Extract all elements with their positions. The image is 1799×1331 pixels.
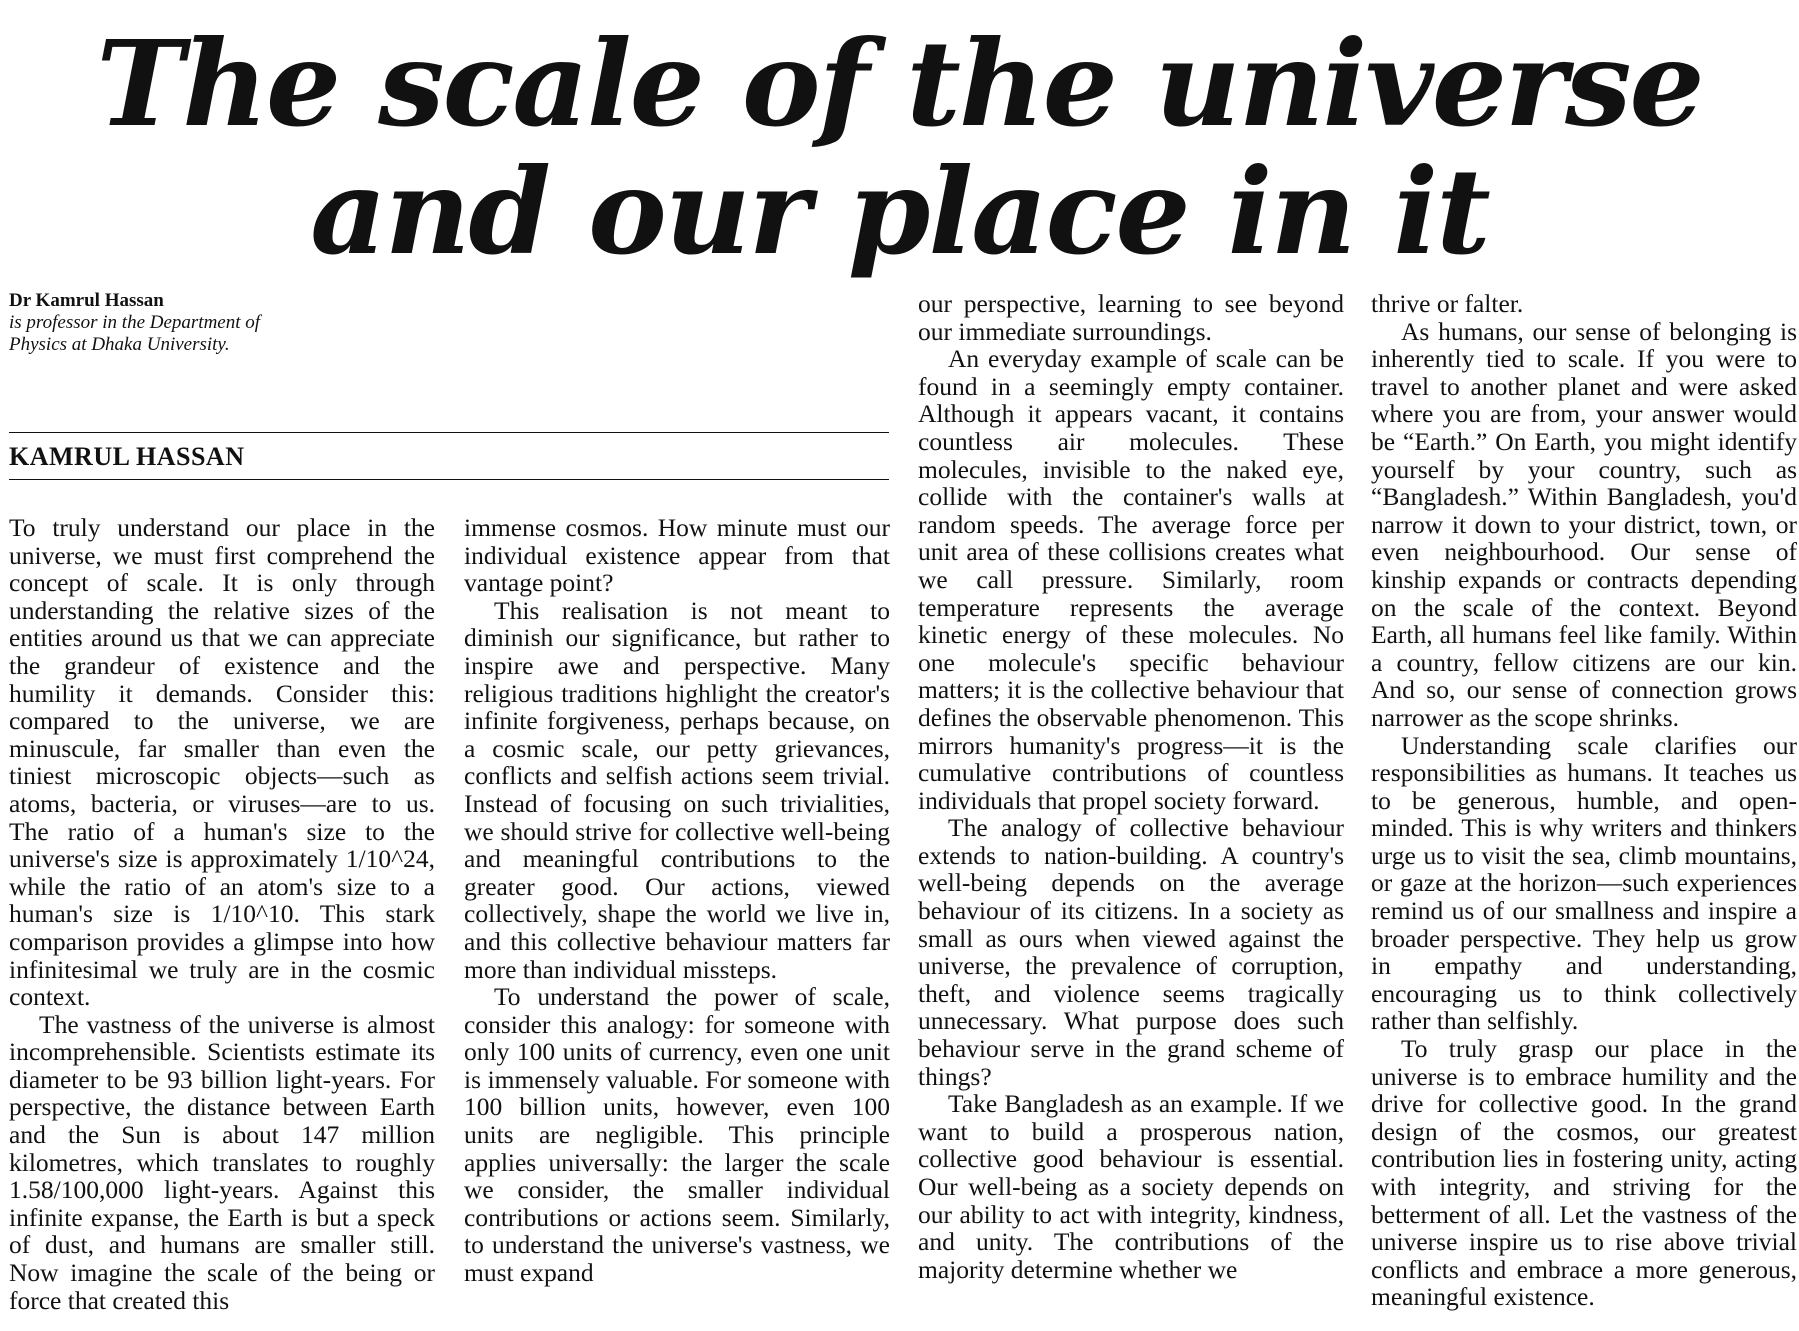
paragraph: immense cosmos. How minute must our individual existence appear from that vantage point? <box>464 513 890 598</box>
paragraph: To understand the power of scale, consider this analogy: for someone with only 100 units of currency, even one unit is immensely valuable. For someone with 100 billion units, however, even 100 units are negligible. This principle applies universally: the larger the scale we consider, the smaller individual contributions or actions seem. Similarly, to understand the universe's vastness, we must expand <box>464 982 890 1288</box>
byline: KAMRUL HASSAN <box>9 442 245 471</box>
paragraph: As humans, our sense of belonging is inherently tied to scale. If you were to travel to another planet and were asked where you are from, your answer would be “Earth.” On Earth, you might identify yourself by your country, such as “Bangladesh.” Within Bangladesh, you'd narrow it down to your district, town, or even neighbourhood. Our sense of kinship expands or contracts depending on the scale of the context. Beyond Earth, all humans feel like family. Within a country, fellow citizens are our kin. And so, our sense of connection grows narrower as the scope shrinks. <box>1371 316 1797 732</box>
byline-rule-box <box>9 432 889 480</box>
paragraph: To truly grasp our place in the universe is to embrace humility and the drive for collective good. In the grand design of the cosmos, our greatest contribution lies in fostering unity, acting with integrity, and striving for the betterment of all. Let the vastness of the universe inspire us to rise above trivial conflicts and embrace a more generous, meaningful existence. <box>1371 1034 1797 1312</box>
paragraph: thrive or falter. <box>1371 289 1524 318</box>
article-column-4 <box>1371 290 1797 1311</box>
paragraph: Take Bangladesh as an example. If we want to build a prosperous nation, collective good behaviour is essential. Our well-being as a society depends on our ability to act with integrity, kindness, and unity. The contributions of the majority determine whether we <box>918 1089 1344 1284</box>
article-column-2 <box>464 514 890 1287</box>
paragraph: The analogy of collective behaviour extends to nation-building. A country's well-being depends on the average behaviour of its citizens. In a society as small as ours when viewed against the universe, the prevalence of corruption, theft, and violence seems tragically unnecessary. What purpose does such behaviour serve in the grand scheme of things? <box>918 813 1344 1091</box>
headline <box>0 14 1799 281</box>
author-bio-line-2: Physics at Dhaka University. <box>9 334 230 355</box>
headline-line-1: The scale of the universe <box>96 14 1703 153</box>
author-bio-line-1: is professor in the Department of <box>9 312 261 333</box>
article-column-1 <box>9 514 435 1314</box>
article-column-3 <box>918 290 1344 1283</box>
paragraph: This realisation is not meant to diminish our significance, but rather to inspire awe and perspective. Many religious traditions highlight the creator's infinite forgiveness, perhaps because, on a cosmic scale, our petty grievances, conflicts and selfish actions seem trivial. Instead of focusing on such trivialities, we should strive for collective well-being and meaningful contributions to the greater good. Our actions, viewed collectively, shape the world we live in, and this collective behaviour matters far more than individual missteps. <box>464 595 890 984</box>
paragraph: The vastness of the universe is almost incomprehensible. Scientists estimate its diameter to be 93 billion light-years. For perspective, the distance between Earth and the Sun is about 147 million kilometres, which translates to roughly 1.58/100,000 light-years. Against this infinite expanse, the Earth is but a speck of dust, and humans are smaller still. Now imagine the scale of the being or force that created this <box>9 1009 435 1315</box>
author-bio-name: Dr Kamrul Hassan <box>9 290 164 311</box>
author-bio <box>9 290 429 356</box>
paragraph: Understanding scale clarifies our responsibilities as humans. It teaches us to be generous, humble, and open-minded. This is why writers and thinkers urge us to visit the sea, climb mountains, or gaze at the horizon—such experiences remind us of our smallness and inspire a broader perspective. They help us grow in empathy and understanding, encouraging us to think collectively rather than selfishly. <box>1371 730 1797 1036</box>
headline-line-2: and our place in it <box>310 142 1489 281</box>
paragraph: To truly understand our place in the universe, we must first comprehend the concept of scale. It is only through understanding the relative sizes of the entities around us that we can appreciate the grandeur of existence and the humility it demands. Consider this: compared to the universe, we are minuscule, far smaller than even the tiniest microscopic objects—such as atoms, bacteria, or viruses—are to us. The ratio of a human's size to the universe's size is approximately 1/10^24, while the ratio of an atom's size to a human's size is 1/10^10. This stark comparison provides a glimpse into how infinitesimal we truly are in the cosmic context. <box>9 513 435 1012</box>
paragraph: our perspective, learning to see beyond our immediate surroundings. <box>918 289 1344 346</box>
paragraph: An everyday example of scale can be found in a seemingly empty container. Although it appears vacant, it contains countless air molecules. These molecules, invisible to the naked eye, collide with the container's walls at random speeds. The average force per unit area of these collisions creates what we call pressure. Similarly, room temperature represents the average kinetic energy of these molecules. No one molecule's specific behaviour matters; it is the collective behaviour that defines the observable phenomenon. This mirrors humanity's progress—it is the cumulative contributions of countless individuals that propel society forward. <box>918 344 1344 815</box>
